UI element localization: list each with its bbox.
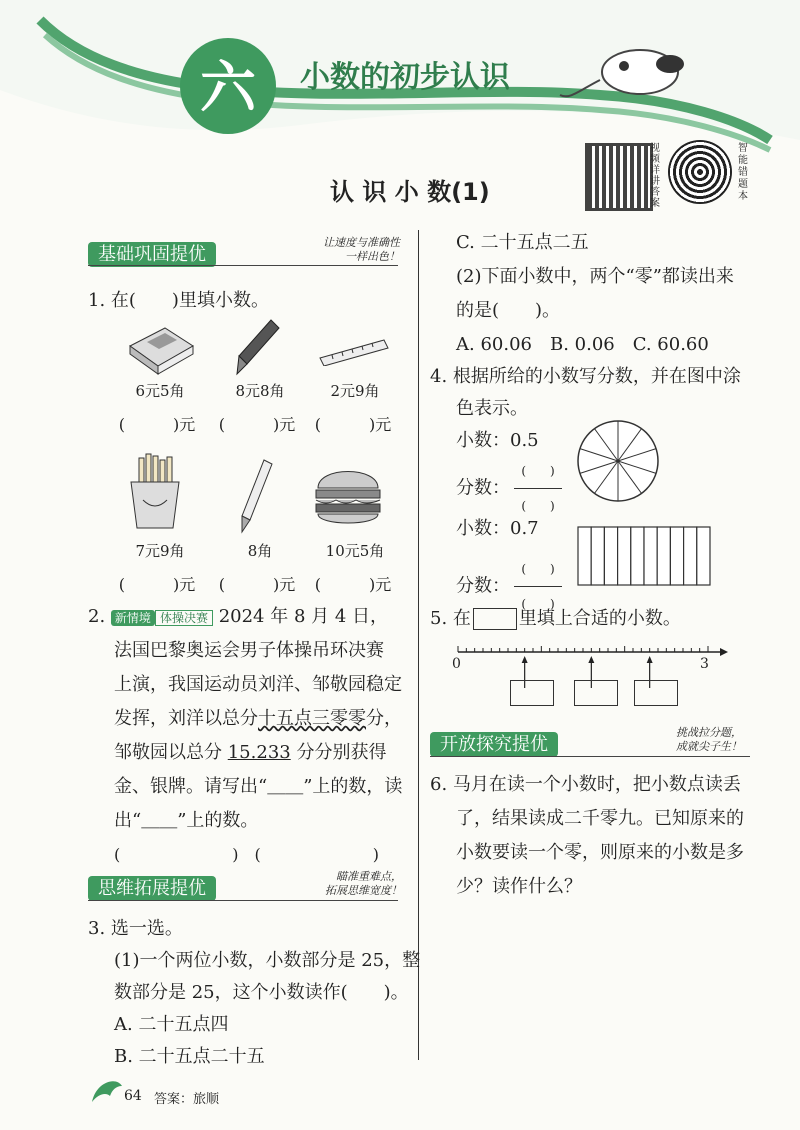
rect-cell[interactable]: [631, 527, 644, 585]
q4-decimal-1: 小数：0.5: [456, 430, 539, 451]
q3-p2-line2: 的是( )。: [456, 300, 561, 321]
section-open-slogan: 挑战拉分题， 成就尖子生！: [676, 726, 742, 753]
q2-tag-topic: 体操决赛: [155, 610, 213, 626]
rect-cell[interactable]: [697, 527, 710, 585]
q5-stem: 5. 在 里填上合适的小数。: [430, 608, 681, 629]
q5-answer-box-1[interactable]: [510, 680, 554, 706]
book-icon: [125, 318, 195, 378]
q2-tag-new: 新情境: [111, 610, 155, 626]
fraction-circle[interactable]: [575, 418, 661, 504]
q1-stem: 1. 在( )里填小数。: [88, 290, 269, 311]
q1-answer-4[interactable]: ( )元: [118, 575, 196, 594]
section-open-title: 开放探究提优: [430, 732, 558, 757]
q3-p2-line1: (2)下面小数中，两个“零”都读出来: [456, 266, 734, 287]
q5-answer-box-2[interactable]: [574, 680, 618, 706]
rect-cell[interactable]: [684, 527, 697, 585]
q1-price-1: 6元5角: [135, 382, 185, 400]
q2-line7: 出“＿＿”上的数。: [114, 810, 259, 831]
section-basic-header: [88, 240, 216, 266]
section-thinking-header: [88, 874, 216, 900]
dolphin-icon: [86, 1072, 126, 1112]
q3-option-c[interactable]: C. 二十五点二五: [456, 232, 589, 253]
chapter-title: 小数的初步认识: [300, 60, 510, 95]
section-rule: [88, 265, 398, 266]
qr-code-mistakes[interactable]: [668, 140, 732, 204]
q1-answer-6[interactable]: ( )元: [314, 575, 392, 594]
q1-answer-1[interactable]: ( )元: [118, 415, 196, 434]
q1-price-6: 10元5角: [325, 542, 385, 560]
q1-answer-5[interactable]: ( )元: [218, 575, 296, 594]
pointer-arrowhead: [647, 656, 653, 663]
q2-line4: 发挥，刘洋以总分十五点三零零分，: [114, 708, 402, 729]
qr-code-video[interactable]: [585, 143, 653, 211]
rect-cell[interactable]: [644, 527, 657, 585]
q1-price-2: 8元8角: [235, 382, 285, 400]
section-basic-title: 基础巩固提优: [88, 242, 216, 267]
q2-line5: 邹敬园以总分 15.233 分分别获得: [114, 742, 387, 763]
q4-stem-2: 色表示。: [456, 398, 528, 419]
q4-stem-1: 4. 根据所给的小数写分数，并在图中涂: [430, 366, 741, 387]
rect-cell[interactable]: [578, 527, 591, 585]
column-divider: [418, 230, 419, 1060]
pointer-arrowhead: [522, 656, 528, 663]
q2-line2: 法国巴黎奥运会男子体操吊环决赛: [114, 640, 384, 661]
q2-line1: 2. 新情境 体操决赛 2024 年 8 月 4 日，: [88, 606, 389, 627]
q6-line3: 小数要读一个零，则原来的小数是多: [456, 842, 744, 863]
fraction-rectangle[interactable]: [576, 525, 712, 587]
qr-left-caption: 视频详讲答案: [650, 143, 660, 209]
q2-line3: 上演，我国运动员刘洋、邹敬园稳定: [114, 674, 402, 695]
fraction-blank-1[interactable]: $\frac{( )}{( )}$: [514, 454, 562, 523]
q2-wavy-text: 十五点三零零: [258, 708, 366, 729]
q4-fraction-label-2: 分数： $\frac{( )}{( )}$: [456, 552, 562, 621]
q4-fraction-label-1: 分数： $\frac{( )}{( )}$: [456, 454, 562, 523]
q3-p1-line1: (1)一个两位小数，小数部分是 25，整: [114, 950, 421, 971]
q2-line6: 金、银牌。请写出“＿＿”上的数，读: [114, 776, 403, 797]
q5-end-label: 3: [700, 656, 709, 672]
q4-decimal-2: 小数：0.7: [456, 518, 539, 539]
page-number: 64: [124, 1088, 142, 1104]
q3-p1-line2: 数部分是 25，这个小数读作( )。: [114, 982, 409, 1003]
q1-answer-2[interactable]: ( )元: [218, 415, 296, 434]
answer-note: 答案：旅顺: [154, 1092, 220, 1107]
chapter-number-badge: 六: [200, 56, 256, 121]
section-thinking-title: 思维拓展提优: [88, 876, 216, 901]
section-open-header: [430, 730, 558, 756]
q5-answer-box-3[interactable]: [634, 680, 678, 706]
rect-cell[interactable]: [670, 527, 683, 585]
section-rule: [88, 900, 398, 901]
ruler-icon: [318, 336, 390, 366]
rect-cell[interactable]: [618, 527, 631, 585]
q6-line2: 了，结果读成二千零九。已知原来的: [456, 808, 744, 829]
q6-line4: 少？读作什么？: [456, 876, 582, 897]
section-thinking-slogan: 瞄准重难点， 拓展思维宽度！: [325, 870, 402, 897]
burger-icon: [312, 458, 384, 528]
q1-answer-3[interactable]: ( )元: [314, 415, 392, 434]
q5-box-sample: [473, 608, 517, 630]
q1-price-4: 7元9角: [135, 542, 185, 560]
qr-right-caption: 智能错题本: [738, 143, 748, 202]
q2-underlined-number: 15.233: [227, 742, 291, 763]
fraction-blank-2[interactable]: $\frac{( )}{( )}$: [514, 552, 562, 621]
q3-option-b[interactable]: B. 二十五点二十五: [114, 1046, 265, 1067]
number-line-arrow: [720, 648, 728, 656]
q1-price-3: 2元9角: [330, 382, 380, 400]
lesson-title: 认 识 小 数(1): [330, 178, 490, 206]
q2-answer-blanks[interactable]: ( ) ( ): [114, 845, 379, 864]
pointer-arrowhead: [588, 656, 594, 663]
rect-cell[interactable]: [591, 527, 604, 585]
q3-stem: 3. 选一选。: [88, 918, 183, 939]
pencil-icon: [236, 458, 276, 534]
q5-start-label: 0: [452, 656, 461, 672]
rect-cell[interactable]: [604, 527, 617, 585]
q3-p2-options[interactable]: A. 60.06 B. 0.06 C. 60.60: [456, 334, 709, 355]
q3-option-a[interactable]: A. 二十五点四: [114, 1014, 229, 1035]
q6-line1: 6. 马月在读一个小数时，把小数点读丢: [430, 774, 741, 795]
pen-icon: [233, 316, 283, 378]
section-rule: [430, 756, 750, 757]
rect-cell[interactable]: [657, 527, 670, 585]
fries-icon: [125, 452, 185, 532]
q1-price-5: 8角: [247, 542, 273, 560]
section-basic-slogan: 让速度与准确性 一样出色！: [323, 236, 400, 263]
